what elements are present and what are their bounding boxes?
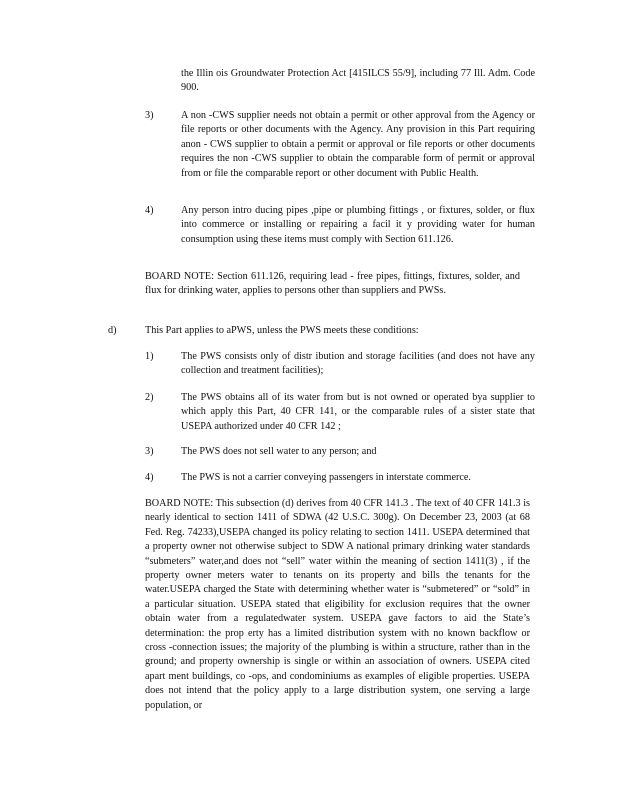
section-label: d) — [108, 325, 117, 336]
item-text: The PWS obtains all of its water from but is not owned or operated bya supplier to which apply this Part, 40 CFR 141, or the comparable rules of a sister state that USEPA authorized under 40 CFR 142 ; — [181, 392, 535, 432]
item-number: 2) — [145, 392, 154, 403]
item-number: 1) — [145, 351, 154, 362]
item-text: The PWS does not sell water to any person; and — [181, 446, 377, 457]
item-number: 3) — [145, 446, 154, 457]
item-text: A non -CWS supplier needs not obtain a permit or other approval from the Agency or file reports or other documents with the Agency. Any provision in this Part requiring anon - CWS supplier to obtain a permit or approval or file reports or other documents requires the non -CWS supplier to obtain the comparable form of permit or approval from or file the comparable report or other document with Public Health. — [181, 110, 535, 179]
item-number: 3) — [145, 110, 154, 121]
item-text: The PWS is not a carrier conveying passengers in interstate commerce. — [181, 472, 471, 483]
board-note: BOARD NOTE: This subsection (d) derives from 40 CFR 141.3 . The text of 40 CFR 141.3 is nearly identical to section 1411 of SDWA (42 U.S.C. 300g). On December 23, 2003 (at 68 Fed. Reg. 74233),USEPA changed its policy relating to section 1411. USEPA determined that a property owner not otherwise subject to SDW A national primary drinking water standards “submeters” water,and does not “sell” water within the meaning of section 1411(3) , if the property owner meters water to tenants on its property and bills the tenants for the water.USEPA charged the State with determining whether water is “submetered” or “sold” in a particular situation. USEPA stated that eligibility for exclusion requires that the owner obtain water from a regulatedwater system. USEPA gave factors to aid the State’s determination: the prop erty has a limited distribution system with no known backflow or cross -connection issues; the majority of the plumbing is within a structure, rather than in the ground; and property ownership is single or within an association of owners. USEPA cited apart ment buildings, co -ops, and condominiums as examples of eligible properties. USEPA does not intend that the policy apply to a large distribution system, one serving a large population, or — [145, 498, 530, 711]
item-text: Any person intro ducing pipes ,pipe or plumbing fittings , or fixtures, solder, or flux into commerce or installing or repairing a facil it y providing water for human consumption using these items must comply with Section 611.126. — [181, 205, 535, 245]
item-number: 4) — [145, 205, 154, 216]
item-number: 4) — [145, 472, 154, 483]
board-note: BOARD NOTE: Section 611.126, requiring lead - free pipes, fittings, fixtures, solder, and flux for drinking water, applies to persons other than suppliers and PWSs. — [145, 271, 520, 297]
item-text: The PWS consists only of distr ibution and storage facilities (and does not have any collection and treatment facilities); — [181, 351, 535, 377]
continuation-paragraph: the Illin ois Groundwater Protection Act [415ILCS 55/9], including 77 Ill. Adm. Code 900. — [181, 68, 535, 94]
section-intro: This Part applies to aPWS, unless the PWS meets these conditions: — [145, 325, 419, 336]
